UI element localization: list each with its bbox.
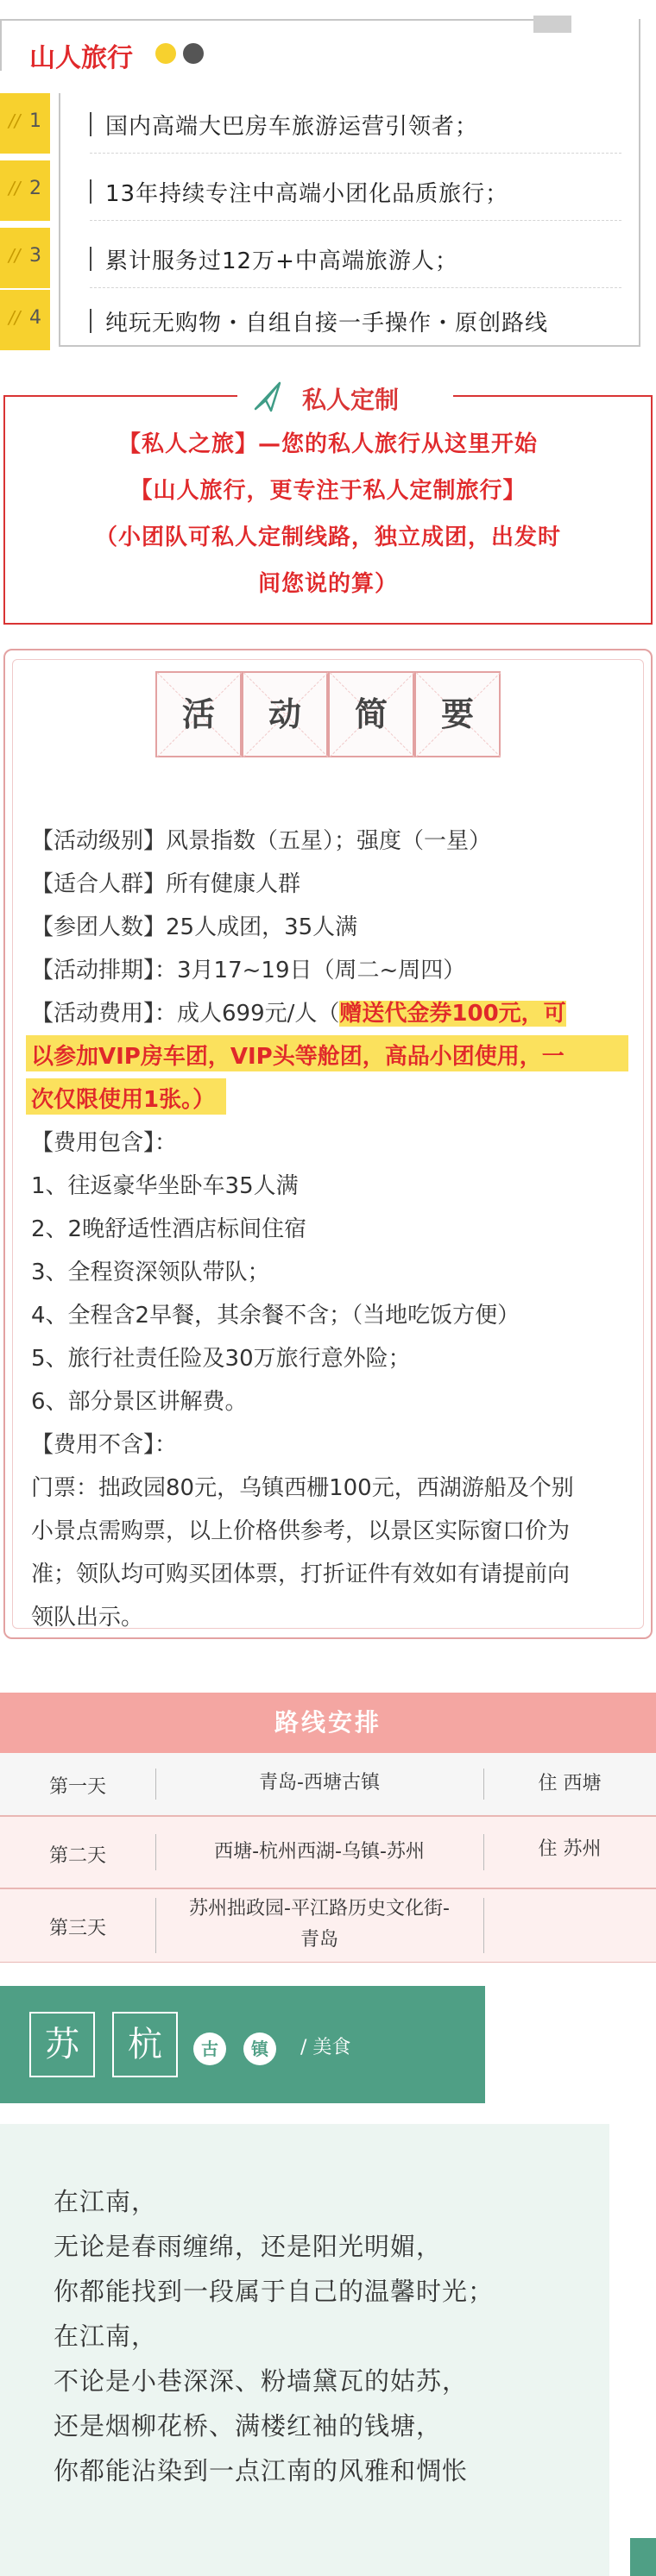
route-day: 第二天 (48, 1845, 106, 1867)
divider (90, 220, 621, 221)
feature-number-badge: // 1 (0, 93, 50, 154)
included-item: 2、2晚舒适性酒店标间住宿 (31, 1216, 307, 1242)
corner-decoration (630, 2538, 656, 2576)
feature-bar (90, 309, 91, 333)
column-divider (483, 1769, 484, 1800)
feature-bar (90, 247, 91, 271)
fee-highlight: 以参加VIP房车团，VIP头等舱团，高品小团使用，一 (31, 1044, 565, 1070)
column-divider (483, 1898, 484, 1953)
included-item: 6、部分景区讲解费。 (31, 1389, 248, 1415)
banner-subtitle: / 美食 (300, 2037, 351, 2058)
header-top-border (0, 19, 552, 21)
feature-number-badge: // 2 (0, 160, 50, 221)
poem-line: 不论是小巷深深、粉墙黛瓦的姑苏， (54, 2366, 469, 2396)
excluded-item: 小景点需购票，以上价格供参考，以景区实际窗口价为 (31, 1518, 571, 1544)
feature-text: 累计服务过12万+中高端旅游人； (105, 248, 458, 274)
header-tab-decoration (533, 16, 571, 33)
route-stay: 住 苏州 (538, 1838, 602, 1860)
char-circle: 镇 (243, 2033, 276, 2065)
dark-dot-icon (183, 43, 204, 64)
route-path: 青岛 (300, 1929, 338, 1951)
route-day: 第三天 (48, 1918, 106, 1939)
feature-number-badge: // 4 (0, 290, 50, 350)
route-title: 路线安排 (0, 1693, 656, 1753)
title-char: 动 (268, 695, 301, 733)
char-circle: 古 (193, 2033, 226, 2065)
column-divider (155, 1769, 156, 1800)
activity-line: 【参团人数】25人成团，35人满 (31, 914, 358, 940)
activity-line: 【活动排期】：3月17~19日（周二~周四） (31, 958, 466, 983)
char-box: 杭 (112, 2012, 178, 2077)
route-row (0, 1817, 656, 1888)
activity-line: 【适合人群】所有健康人群 (31, 871, 301, 897)
fee-line: 【活动费用】：成人699元/人（赠送代金券100元，可 (31, 1001, 566, 1027)
activity-line: 【活动级别】风景指数（五星）；强度（一星） (31, 828, 492, 854)
included-heading: 【费用包含】： (31, 1130, 178, 1156)
column-divider (483, 1834, 484, 1870)
divider (90, 287, 621, 288)
title-char: 简 (354, 695, 388, 733)
fee-highlight: 次仅限使用1张。） (31, 1087, 216, 1113)
divider (90, 153, 621, 154)
included-item: 3、全程资深领队带队； (31, 1260, 270, 1285)
feature-text: 13年持续专注中高端小团化品质旅行； (105, 181, 509, 207)
poem-line: 还是烟柳花桥、满楼红袖的钱塘， (54, 2411, 443, 2441)
paper-plane-icon (250, 380, 285, 414)
feature-item (0, 290, 640, 350)
custom-line: 【私人之旅】—您的私人旅行从这里开始 (117, 431, 538, 457)
excluded-item: 领队出示。 (31, 1605, 144, 1630)
yellow-dot-icon (155, 43, 176, 64)
char-box: 苏 (29, 2012, 95, 2077)
included-item: 4、全程含2早餐，其余餐不含；（当地吃饭方便） (31, 1303, 520, 1329)
included-item: 1、往返豪华坐卧车35人满 (31, 1173, 299, 1199)
route-stay: 住 西塘 (538, 1773, 602, 1794)
title-char: 要 (440, 695, 474, 733)
title-grid-cell (155, 671, 242, 757)
poem-line: 你都能找到一段属于自己的温馨时光； (54, 2277, 495, 2306)
custom-line: 【山人旅行，更专注于私人定制旅行】 (129, 478, 527, 504)
header-left-border (0, 19, 2, 71)
custom-title: 私人定制 (302, 386, 400, 414)
route-row (0, 1889, 656, 1962)
poem-line: 在江南， (54, 2322, 158, 2351)
included-item: 5、旅行社责任险及30万旅行意外险； (31, 1346, 411, 1372)
poem-line: 你都能沾染到一点江南的风雅和惆怅 (54, 2456, 469, 2485)
feature-bar (90, 112, 91, 136)
feature-item (0, 160, 640, 221)
excluded-item: 门票：拙政园80元，乌镇西栅100元，西湖游船及个别 (31, 1475, 574, 1501)
route-path: 苏州拙政园-平江路历史文化街- (189, 1898, 450, 1919)
custom-line: 间您说的算） (257, 571, 398, 597)
poem-line: 在江南， (54, 2187, 158, 2216)
route-path: 西塘-杭州西湖-乌镇-苏州 (214, 1841, 425, 1863)
column-divider (155, 1898, 156, 1953)
title-grid-cell (328, 671, 414, 757)
feature-item (0, 228, 640, 288)
route-path: 青岛-西塘古镇 (259, 1772, 380, 1794)
feature-text: 纯玩无购物・自组自接一手操作・原创路线 (105, 311, 549, 336)
route-row (0, 1753, 656, 1815)
poem-line: 无论是春雨缠绵，还是阳光明媚， (54, 2232, 443, 2261)
fee-highlight: 赠送代金券100元，可 (339, 1001, 566, 1027)
divider (0, 1962, 656, 1963)
excluded-heading: 【费用不含】： (31, 1432, 178, 1458)
feature-bar (90, 179, 91, 204)
route-day: 第一天 (48, 1776, 106, 1798)
brand-title: 山人旅行 (29, 43, 133, 73)
feature-text: 国内高端大巴房车旅游运营引领者； (105, 114, 479, 140)
title-grid-cell (414, 671, 501, 757)
feature-number-badge: // 3 (0, 228, 50, 288)
title-grid-cell (242, 671, 328, 757)
excluded-item: 准；领队均可购买团体票，打折证件有效如有请提前向 (31, 1561, 571, 1587)
custom-line: （小团队可私人定制线路，独立成团，出发时 (94, 525, 561, 550)
title-char: 活 (181, 695, 215, 733)
column-divider (155, 1834, 156, 1870)
feature-item (0, 93, 640, 154)
